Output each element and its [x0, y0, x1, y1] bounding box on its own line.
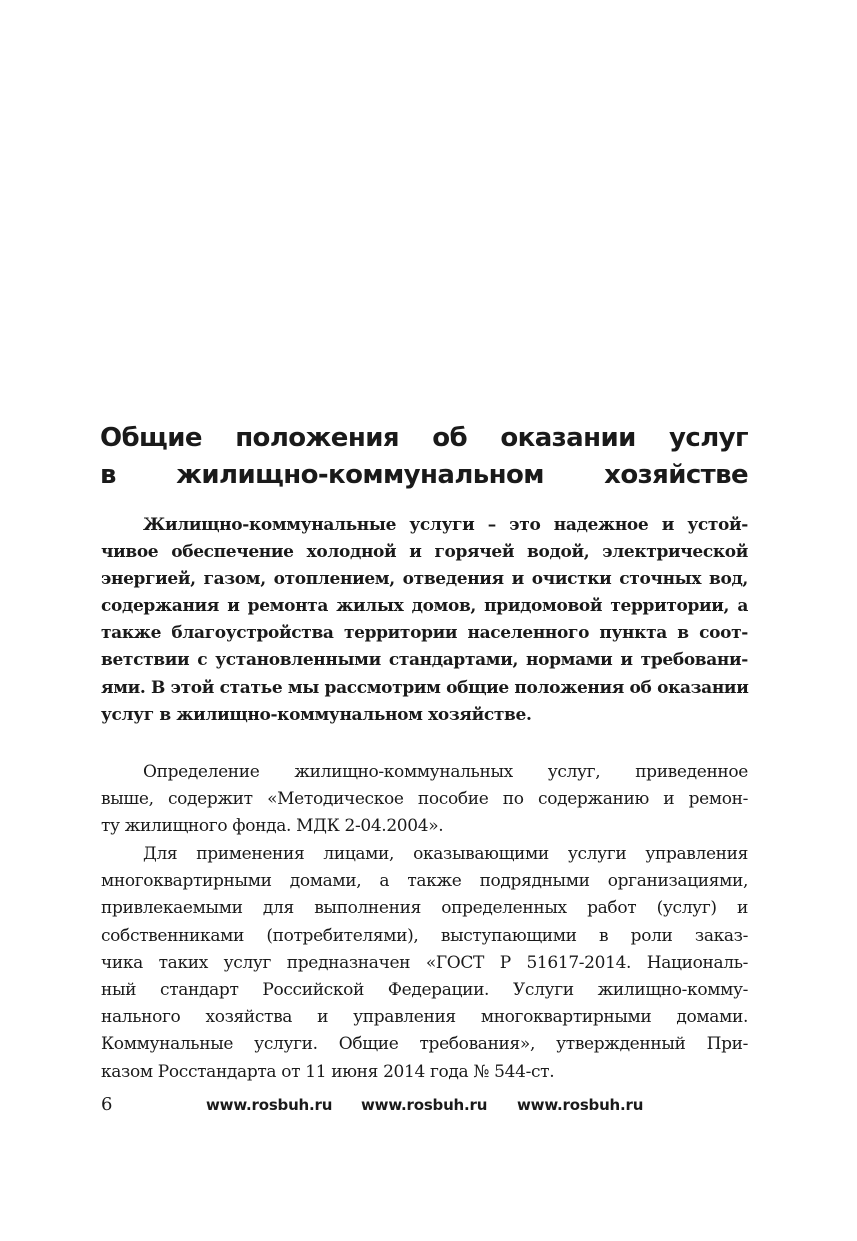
footer-url-link: www.rosbuh.ru — [206, 1096, 333, 1114]
text-line: содержания и ремонта жилых домов, придомовой территории, а — [101, 596, 748, 617]
text-line: услуг в жилищно-коммунальном хозяйстве. — [101, 704, 532, 725]
text-line: ветствии с установленными стандартами, нормами и требовани- — [101, 650, 748, 671]
footer-url-link: www.rosbuh.ru — [361, 1096, 488, 1114]
section-title — [100, 420, 748, 494]
title-line: в жилищно-коммунальном хозяйстве — [100, 460, 748, 490]
text-line: собственниками (потребителями), выступающими в роли заказ- — [101, 925, 748, 946]
text-line: ту жилищного фонда. МДК 2-04.2004». — [101, 816, 444, 837]
body-paragraph — [101, 759, 748, 841]
footer-url-link: www.rosbuh.ru — [517, 1096, 644, 1114]
text-line: казом Росстандарта от 11 июня 2014 года № 544-ст. — [101, 1061, 555, 1082]
page-number: 6 — [101, 1094, 113, 1115]
text-line: Жилищно-коммунальные услуги – это надежное и устой- — [143, 515, 748, 535]
text-line: чика таких услуг предназначен «ГОСТ Р 51617-2014. Националь- — [101, 952, 748, 973]
text-line: также благоустройства территории населенного пункта в соот- — [101, 623, 748, 644]
text-line: выше, содержит «Методическое пособие по содержанию и ремон- — [101, 789, 748, 810]
text-line: Для применения лицами, оказывающими услуги управления — [143, 844, 748, 864]
text-line: Коммунальные услуги. Общие требования», утвержденный При- — [101, 1034, 748, 1055]
text-line: привлекаемыми для выполнения определенных работ (услуг) и — [101, 898, 748, 919]
lead-paragraph — [101, 512, 748, 729]
text-line: многоквартирными домами, а также подрядными организациями, — [101, 871, 748, 892]
text-line: нального хозяйства и управления многоквартирными домами. — [101, 1007, 748, 1028]
text-line: ный стандарт Российской Федерации. Услуги жилищно-комму- — [101, 980, 748, 1001]
title-line: Общие положения об оказании услуг — [100, 423, 748, 453]
text-line: чивое обеспечение холодной и горячей водой, электрической — [101, 542, 748, 563]
text-line: Определение жилищно-коммунальных услуг, приведенное — [143, 762, 748, 782]
text-line: энергией, газом, отоплением, отведения и очистки сточных вод, — [101, 569, 748, 590]
body-paragraph — [101, 841, 748, 1086]
text-line: ями. В этой статье мы рассмотрим общие положения об оказании — [101, 677, 749, 698]
